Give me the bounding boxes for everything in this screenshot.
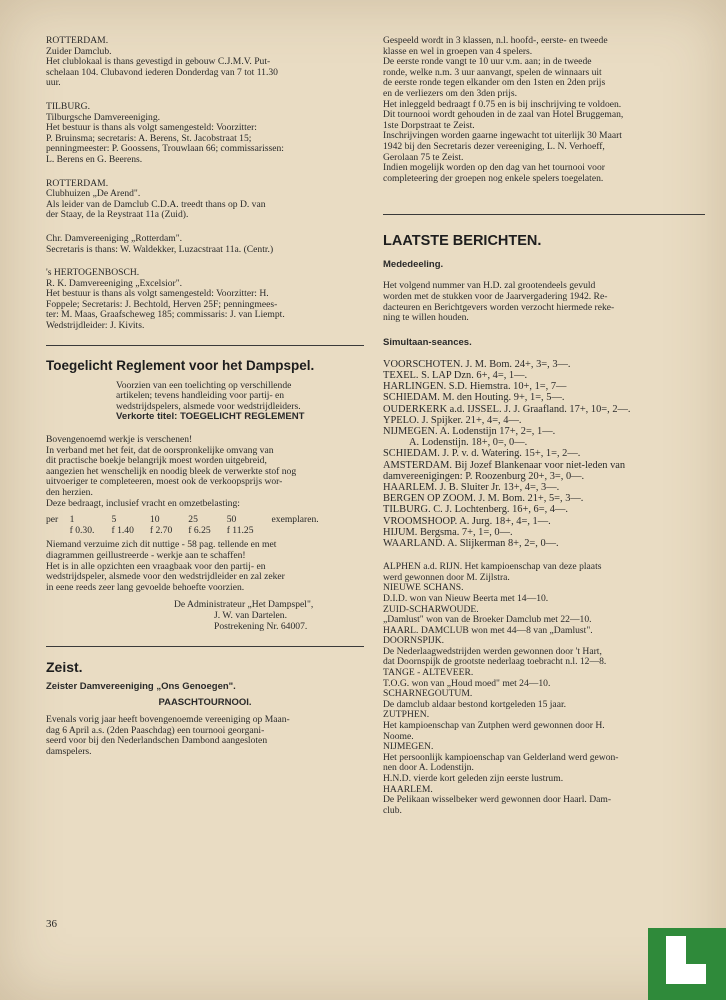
news-line: ZUTPHEN. <box>383 709 430 721</box>
zeist-section <box>46 659 364 757</box>
notice-tilburg <box>46 102 364 166</box>
news-line: NIEUWE SCHANS. <box>383 582 464 594</box>
sign-line: De Administrateur „Het Dampspel", <box>174 599 314 611</box>
notice-title: 's HERTOGENBOSCH. <box>46 267 140 279</box>
body-line: diagrammen geillustreerde - werkje aan te schaffen! <box>46 549 246 561</box>
cont-line: Dit tournooi wordt gehouden in de zaal van Hotel Bruggeman, <box>383 109 624 121</box>
news-line: T.O.G. won van „Houd moed" met 24—10. <box>383 677 551 689</box>
body-line: aangezien het wenschelijk en noodig bleek de verwerkte stof nog <box>46 465 297 477</box>
simultaan-entry: YPELO. J. Spijker. 21+, 4=, 4—. <box>383 414 522 426</box>
reglement-intro <box>46 381 364 423</box>
notice-line: ter: M. Maas, Graafscheweg 185; commissaris: J. van Liempt. <box>46 309 285 321</box>
price-cell: f 0.30. <box>69 524 95 536</box>
simultaan-entry: BERGEN OP ZOOM. J. M. Bom. 21+, 5=, 3—. <box>383 493 584 505</box>
simultaan-entry: HARLINGEN. S.D. Hiemstra. 10+, 1=, 7— <box>383 381 567 393</box>
news-line: dat Doornspijk de grootste nederlaag toebracht n.l. 12—8. <box>383 656 607 668</box>
notice-line: uur. <box>46 77 61 89</box>
section-divider <box>46 345 364 346</box>
cont-line: en de verliezers om den 3den prijs. <box>383 87 517 99</box>
zeist-continuation <box>383 36 705 184</box>
news-line: Noome. <box>383 730 414 742</box>
cont-line: Het inleggeld bedraagt f 0.75 en is bij inschrijving te voldoen. <box>383 98 622 110</box>
cont-line: 1942 bij den Secretaris dezer vereeniging, L. N. Verhoeff, <box>383 140 605 152</box>
laatste-heading: LAATSTE BERICHTEN. <box>383 233 542 250</box>
green-L-logo-icon <box>648 928 726 1000</box>
price-value-row <box>46 526 346 537</box>
simultaan-entry: SCHIEDAM. M. den Houting. 9+, 1=, 5—. <box>383 392 565 404</box>
mededeeling-heading: Mededeeling. <box>383 259 444 271</box>
news-line: werd gewonnen door M. Zijlstra. <box>383 571 510 583</box>
price-cell: 25 <box>188 514 198 526</box>
section-divider <box>383 214 705 215</box>
notice-line: penningmeester: P. Goossens, Trouwlaan 66; commissarissen: <box>46 143 284 155</box>
zeist-event: PAASCHTOURNOOI. <box>158 697 252 709</box>
zeist-line: damspelers. <box>46 745 92 757</box>
zeist-club: Zeister Damvereeniging „Ons Genoegen". <box>46 681 236 693</box>
body-line: Het is in alle opzichten een vraagbaak voor den partij- en <box>46 560 266 572</box>
simultaan-entry: HAARLEM. J. B. Sluiter Jr. 13+, 4=, 3—. <box>383 481 560 493</box>
intro-line: Voorzien van een toelichting op verschillende <box>116 379 292 391</box>
news-line: Het kampioenschap van Zutphen werd gewonnen door H. <box>383 720 605 732</box>
cont-line: Gerolaan 75 te Zeist. <box>383 151 464 163</box>
laatste-berichten <box>383 233 705 323</box>
regional-news <box>383 562 705 816</box>
cont-line: de eerste ronde tegen elkander om den 1sten en 2den prijs <box>383 77 606 89</box>
body-line: uitvoeriger te completeeren, moest ook de verkoopsprijs wor- <box>46 476 283 488</box>
price-table <box>46 515 346 536</box>
body-line: wedstrijdspeler, alsmede voor den wedstrijdleider en zal zeker <box>46 571 285 583</box>
intro-line: wedstrijdspelers, alsmede voor wedstrijdleiders. <box>116 400 301 412</box>
short-title: Verkorte titel: TOEGELICHT REGLEMENT <box>116 411 305 423</box>
sign-line: Postrekening Nr. 64007. <box>214 620 308 632</box>
simultaan-entry: HIJUM. Bergsma. 7+, 1=, 0—. <box>383 526 513 538</box>
news-line: De Pelikaan wisselbeker werd gewonnen door Haarl. Dam- <box>383 794 612 806</box>
notice-line: Het bestuur is thans als volgt samengesteld: Voorzitter: H. <box>46 288 269 300</box>
price-cell: f 11.25 <box>226 524 254 536</box>
mededeeling-line: ning te willen houden. <box>383 312 469 324</box>
notice-line: Als leider van de Damclub C.D.A. treedt thans op D. van <box>46 198 266 210</box>
right-column <box>383 36 705 816</box>
news-line: club. <box>383 804 402 816</box>
notice-title: TILBURG. <box>46 100 90 112</box>
simultaan-entry: WAARLAND. A. Slijkerman 8+, 2=, 0—. <box>383 537 559 549</box>
body-line: Bovengenoemd werkje is verschenen! <box>46 434 193 446</box>
cont-line: ronde, welke n.m. 3 uur aanvangt, spelen de winnaars uit <box>383 66 602 78</box>
reglement-heading: Toegelicht Reglement voor het Dampspel. <box>46 357 315 373</box>
notice-line: Chr. Damvereeniging „Rotterdam". <box>46 232 183 244</box>
notice-line: P. Bruinsma; secretaris: A. Berens, St. Jacobstraat 15; <box>46 132 252 144</box>
simultaan-entry: TEXEL. S. LAP Dzn. 6+, 4=, 1—. <box>383 369 528 381</box>
left-column <box>46 36 364 758</box>
body-line: dit practische boekje belangrijk moest worden uitgebreid, <box>46 455 267 467</box>
price-cell: 50 <box>226 514 237 526</box>
sign-line: J. W. van Dartelen. <box>214 609 288 621</box>
cont-line: Inschrijvingen worden gaarne ingewacht tot uiterlijk 30 Maart <box>383 130 622 142</box>
mededeeling-line: dacteuren en Berichtgevers worden verzocht hiermede reke- <box>383 301 615 313</box>
notice-hertogenbosch <box>46 268 364 332</box>
notice-line: Secretaris is thans: W. Waldekker, Luzacstraat 11a. (Centr.) <box>46 243 274 255</box>
news-line: De damclub aldaar bestond kortgeleden 15 jaar. <box>383 698 567 710</box>
reglement-advert <box>46 358 364 632</box>
body-line: Deze bedraagt, inclusief vracht en omzetbelasting: <box>46 497 240 509</box>
news-line: H.N.D. vierde kort geleden zijn eerste lustrum. <box>383 773 564 785</box>
notice-club: Clubhuizen „De Arend". <box>46 188 141 200</box>
body-line: In verband met het feit, dat de oorspronkelijke omvang van <box>46 444 274 456</box>
news-line: NIJMEGEN. <box>383 741 434 753</box>
price-cell: f 1.40 <box>111 524 134 536</box>
notice-club: Tilburgsche Damvereeniging. <box>46 111 161 123</box>
notice-line: Het clublokaal is thans gevestigd in gebouw C.J.M.V. Put- <box>46 56 271 68</box>
cont-line: klasse en wel in groepen van 4 spelers. <box>383 45 533 57</box>
news-line: DOORNSPIJK. <box>383 635 445 647</box>
notice-club: R. K. Damvereeniging „Excelsior". <box>46 277 183 289</box>
notice-line: Het bestuur is thans als volgt samengesteld: Voorzitter: <box>46 122 257 134</box>
notice-title: ROTTERDAM. <box>46 177 109 189</box>
price-cell: per <box>46 514 59 526</box>
price-cell: 10 <box>149 514 160 526</box>
news-line: ALPHEN a.d. RIJN. Het kampioenschap van deze plaats <box>383 561 602 573</box>
notice-rotterdam-arend <box>46 179 364 221</box>
body-line: Niemand verzuime zich dit nuttige - 58 pag. tellende en met <box>46 539 277 551</box>
cont-line: De eerste ronde vangt te 10 uur v.m. aan; in de tweede <box>383 56 592 68</box>
price-cell: f 2.70 <box>149 524 173 536</box>
news-line: Het persoonlijk kampioenschap van Gelderland werd gewon- <box>383 751 619 763</box>
news-line: TANGE - ALTEVEER. <box>383 667 474 679</box>
news-line: nen door A. Lodenstijn. <box>383 762 474 774</box>
news-line: SCHARNEGOUTUM. <box>383 688 473 700</box>
price-cell: f 6.25 <box>188 524 211 536</box>
news-line: „Damlust" won van de Broeker Damclub met 22—10. <box>383 614 592 626</box>
cont-line: Indien mogelijk worden op den dag van het tournooi voor <box>383 162 605 174</box>
zeist-line: seerd voor bij den Nederlandschen Dambond aangesloten <box>46 735 268 747</box>
news-line: D.I.D. won van Nieuw Beerta met 14—10. <box>383 592 549 604</box>
notice-rotterdam-zuider <box>46 36 364 89</box>
reglement-signature <box>46 600 364 632</box>
simultaan-entry: damvereenigingen: P. Roozenburg 20+, 3=, 0—. <box>383 470 585 482</box>
body-line: den herzien. <box>46 487 93 498</box>
cont-line: completeering der groepen nog enkele spelers toegelaten. <box>383 172 604 184</box>
mededeeling-line: worden met de stukken voor de Jaarvergadering 1942. Re- <box>383 290 608 302</box>
notice-title: ROTTERDAM. <box>46 35 109 46</box>
news-line: HAARLEM. <box>383 783 433 795</box>
logo-l-foot <box>666 964 706 984</box>
notice-line: der Staay, de la Reystraat 11a (Zuid). <box>46 209 189 221</box>
simultaan-entry: OUDERKERK a.d. IJSSEL. J. J. Graafland. 17+, 10=, 2—. <box>383 403 631 415</box>
page-number: 36 <box>46 918 57 930</box>
news-line: HAARL. DAMCLUB won met 44—8 van „Damlust". <box>383 624 593 636</box>
simultaan-entry: VROOMSHOOP. A. Jurg. 18+, 4=, 1—. <box>383 515 551 527</box>
notice-line: L. Berens en G. Beerens. <box>46 153 143 165</box>
simultaan-heading: Simultaan-seances. <box>383 336 472 348</box>
body-line: in eene reeds zeer lang gevoelde behoefte voorzien. <box>46 581 245 593</box>
simultaan-entry: A. Lodenstijn. 18+, 0=, 0—. <box>409 437 528 449</box>
zeist-line: Evenals vorig jaar heeft bovengenoemde vereeniging op Maan- <box>46 714 290 726</box>
price-cell: 1 <box>69 514 75 526</box>
notice-line: schelaan 104. Clubavond iederen Donderdag van 7 tot 11.30 <box>46 66 278 78</box>
zeist-line: dag 6 April a.s. (2den Paaschdag) een tournooi georgani- <box>46 724 265 736</box>
price-cell: exemplaren. <box>271 514 319 526</box>
simultaan-entry: SCHIEDAM. J. P. v. d. Watering. 15+, 1=, 2—. <box>383 448 581 460</box>
cont-line: Gespeeld wordt in 3 klassen, n.l. hoofd-, eerste- en tweede <box>383 35 608 46</box>
notice-chr-damvereeniging <box>46 234 364 255</box>
news-line: De Nederlaagwedstrijden werden gewonnen door 't Hart, <box>383 645 602 657</box>
news-line: ZUID-SCHARWOUDE. <box>383 603 479 615</box>
reglement-body <box>46 435 364 509</box>
price-cell <box>46 526 70 537</box>
price-cell <box>272 526 346 537</box>
simultaan-entry: TILBURG. C. J. Lochtenberg. 16+, 6=, 4—. <box>383 504 568 516</box>
cont-line: 1ste Dorpstraat te Zeist. <box>383 119 475 131</box>
section-divider <box>46 646 364 647</box>
reglement-body-2 <box>46 540 364 593</box>
price-cell: 5 <box>111 514 117 526</box>
notice-line: Foppele; Secretaris: J. Bechtold, Herven 25F; penningmees- <box>46 298 278 310</box>
notice-club: Zuider Damclub. <box>46 45 112 57</box>
simultaan-entry: NIJMEGEN. A. Lodenstijn 17+, 2=, 1—. <box>383 425 556 437</box>
simultaan-entry: AMSTERDAM. Bij Jozef Blankenaar voor niet-leden van <box>383 459 626 471</box>
mededeeling-line: Het volgend nummer van H.D. zal grootendeels gevuld <box>383 280 596 292</box>
simultaan-seances <box>383 337 705 549</box>
notice-line: Wedstrijdleider: J. Kivits. <box>46 320 145 332</box>
intro-line: artikelen; tevens handleiding voor partij- en <box>116 390 285 402</box>
simultaan-entry: VOORSCHOTEN. J. M. Bom. 24+, 3=, 3—. <box>383 358 571 370</box>
zeist-heading: Zeist. <box>46 659 83 676</box>
